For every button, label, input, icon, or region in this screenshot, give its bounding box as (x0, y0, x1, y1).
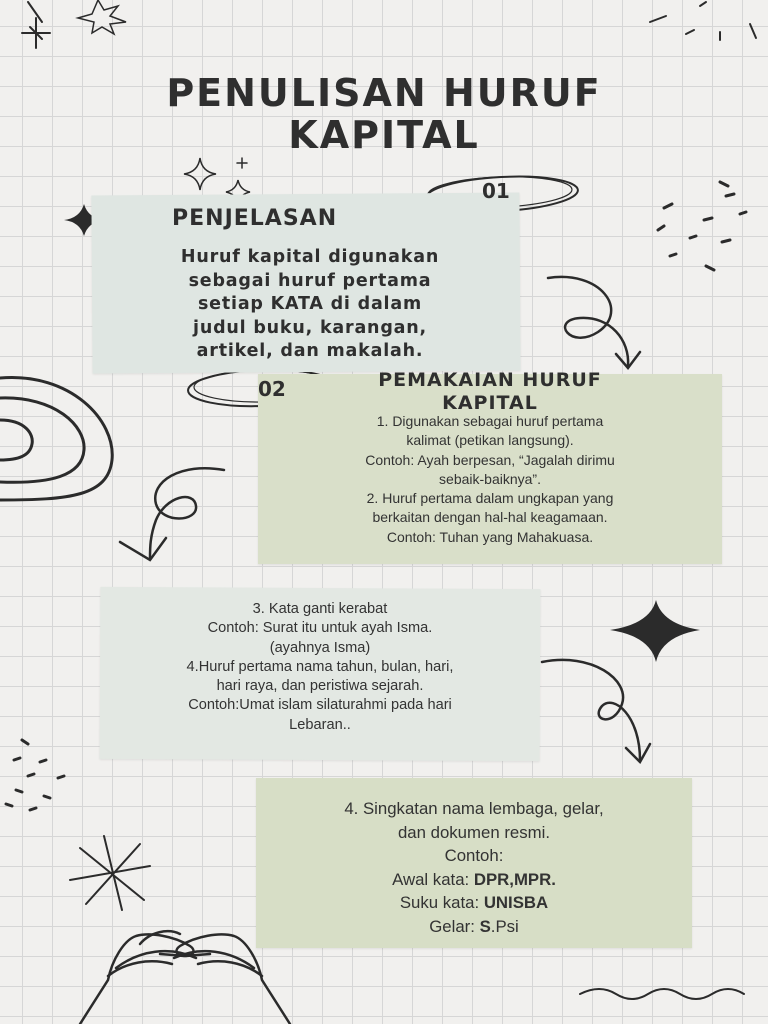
example-value: DPR,MPR. (473, 869, 556, 889)
explanation-line: Huruf kapital digunakan (180, 247, 440, 267)
example-awal-kata (254, 868, 694, 892)
usage-rules-text (268, 412, 712, 547)
usage-rules-continued-text (96, 600, 544, 735)
heading-line: PEMAKAIAN HURUF (378, 369, 602, 391)
text-line: Contoh: Surat itu untuk ayah Isma. (207, 620, 433, 637)
text-line: Contoh: (444, 846, 504, 866)
section-heading-pemakaian (300, 369, 680, 415)
text-line: Contoh: Ayah berpesan, “Jagalah dirimu (365, 451, 615, 468)
title-line-2: KAPITAL (288, 113, 480, 157)
example-value-bold: S (479, 916, 491, 936)
heading-line: KAPITAL (442, 392, 538, 414)
star-icon (610, 600, 700, 662)
example-label: Suku kata: (399, 893, 484, 913)
text-line: (ayahnya Isma) (269, 639, 371, 656)
explanation-line: artikel, dan makalah. (196, 341, 424, 361)
example-suku-kata (254, 891, 694, 915)
text-line: 2. Huruf pertama dalam ungkapan yang (366, 490, 614, 507)
text-line: dan dokumen resmi. (397, 822, 551, 842)
text-line: Contoh:Umat islam silaturahmi pada hari (188, 697, 452, 714)
text-line: sebaik-baiknya”. (439, 470, 541, 487)
explanation-line: setiap KATA di dalam (197, 294, 423, 314)
sparkle-icon (22, 18, 50, 48)
text-line: kalimat (petikan langsung). (406, 432, 574, 449)
section-number-02: 02 (258, 377, 286, 401)
text-line: berkaitan dengan hal-hal keagamaan. (372, 509, 608, 526)
star-icon (78, 0, 126, 34)
asterisk-icon (70, 836, 150, 910)
text-line: 4. Singkatan nama lembaga, gelar, (344, 799, 604, 818)
text-line: Lebaran.. (289, 716, 351, 733)
page-title (60, 72, 708, 156)
section-heading-penjelasan: PENJELASAN (172, 206, 338, 231)
sparkle-icon (184, 158, 216, 190)
text-line: 3. Kata ganti kerabat (252, 601, 388, 617)
title-line-1: PENULISAN HURUF (166, 71, 602, 115)
text-line: 4.Huruf pertama nama tahun, bulan, hari, (186, 658, 454, 675)
text-line: hari raya, dan peristiwa sejarah. (216, 678, 424, 695)
example-value-rest: .Psi (490, 916, 519, 936)
text-line: 1. Digunakan sebagai huruf pertama (376, 413, 604, 429)
explanation-line: judul buku, karangan, (193, 317, 427, 338)
curly-arrow-icon (542, 660, 640, 760)
abbreviation-rules-text (254, 797, 694, 939)
example-gelar (254, 915, 694, 939)
explanation-text (110, 246, 510, 364)
explanation-line: sebagai huruf pertama (188, 270, 432, 291)
example-value: UNISBA (483, 893, 549, 913)
text-line: Contoh: Tuhan yang Mahakuasa. (386, 528, 594, 545)
curly-arrow-icon (548, 277, 628, 366)
example-label: Gelar: (429, 916, 480, 936)
example-label: Awal kata: (392, 869, 474, 889)
section-number-01: 01 (482, 179, 510, 203)
